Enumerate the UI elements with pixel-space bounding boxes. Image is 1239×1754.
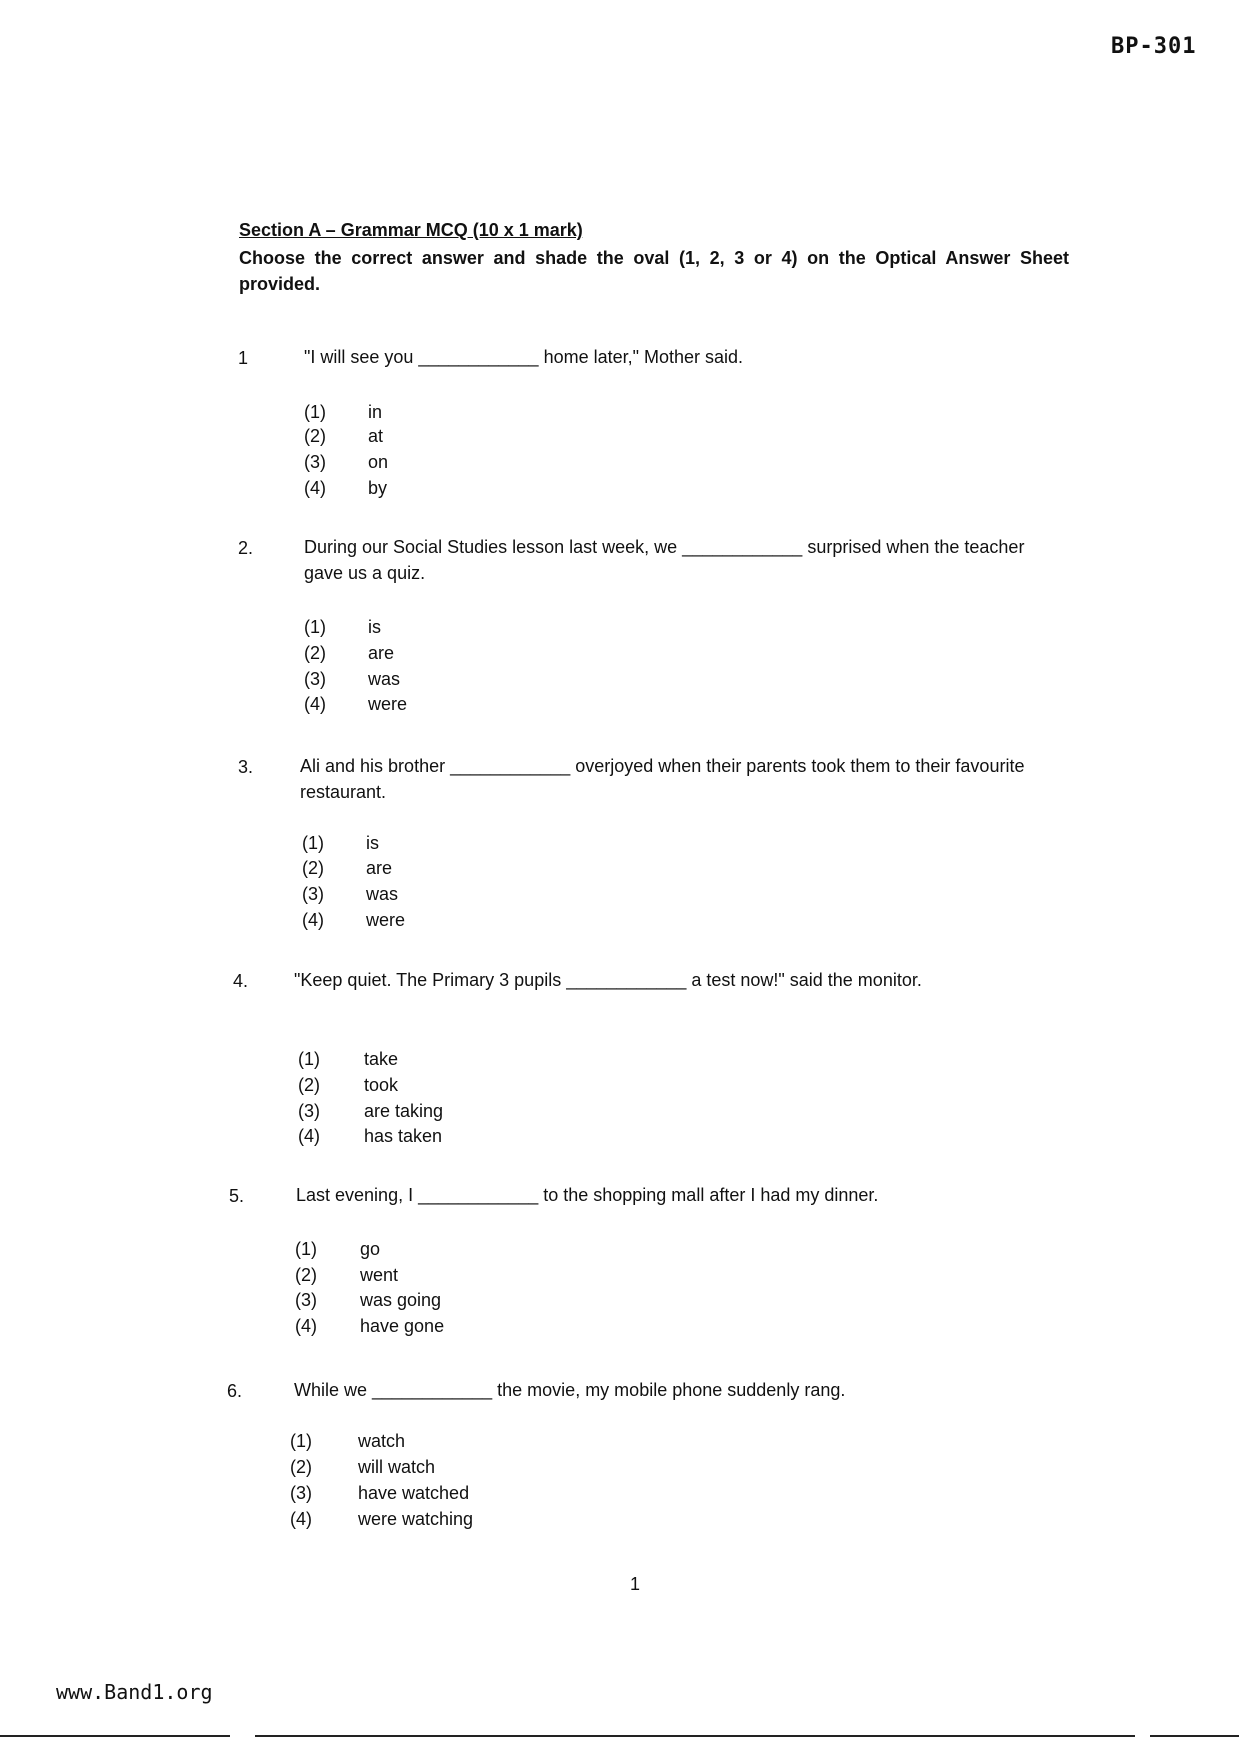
option-label: (2) <box>290 1457 312 1477</box>
question-text: While we ____________ the movie, my mobile phone suddenly rang. <box>294 1380 846 1400</box>
option-text: were <box>368 694 408 714</box>
option-label: (2) <box>295 1265 317 1285</box>
answer-option <box>304 452 388 473</box>
option-label: (2) <box>298 1075 320 1095</box>
answer-option <box>302 884 398 905</box>
option-label: (3) <box>302 884 324 904</box>
answer-option <box>302 910 405 931</box>
option-text: is <box>368 617 381 637</box>
answer-option <box>295 1239 380 1260</box>
option-text: was <box>366 884 399 904</box>
answer-option <box>295 1265 398 1286</box>
question-text: "Keep quiet. The Primary 3 pupils ____________ a test now!" said the monitor. <box>294 970 922 990</box>
footer-url: www.Band1.org <box>56 1680 213 1704</box>
option-text: were <box>366 910 406 930</box>
option-text: was going <box>360 1290 442 1310</box>
section-heading: Section A – Grammar MCQ (10 x 1 mark) <box>239 220 583 240</box>
answer-option <box>295 1290 441 1311</box>
page-number: 1 <box>630 1574 641 1594</box>
option-label: (1) <box>304 402 326 422</box>
question-text: "I will see you ____________ home later," Mother said. <box>304 347 744 367</box>
option-text: have gone <box>360 1316 445 1336</box>
option-label: (4) <box>304 478 326 498</box>
question-text: Ali and his brother ____________ overjoyed when their parents took them to their favourite restaurant. <box>300 756 1025 802</box>
answer-option <box>298 1049 398 1070</box>
answer-option <box>304 669 400 690</box>
option-label: (4) <box>295 1316 317 1336</box>
option-text: are <box>368 643 395 663</box>
option-text: were watching <box>358 1509 474 1529</box>
option-text: are taking <box>364 1101 444 1121</box>
option-label: (1) <box>290 1431 312 1451</box>
option-label: (1) <box>298 1049 320 1069</box>
option-text: in <box>368 402 383 422</box>
bottom-rule <box>1150 1735 1239 1737</box>
option-text: will watch <box>358 1457 436 1477</box>
option-text: are <box>366 858 393 878</box>
answer-option <box>290 1483 469 1504</box>
answer-option <box>298 1101 443 1122</box>
option-label: (2) <box>304 426 326 446</box>
answer-option <box>304 478 387 499</box>
option-label: (3) <box>298 1101 320 1121</box>
option-text: at <box>368 426 384 446</box>
option-text: was <box>368 669 401 689</box>
bottom-rule <box>255 1735 1135 1737</box>
option-text: took <box>364 1075 399 1095</box>
option-text: is <box>366 833 379 853</box>
option-text: have watched <box>358 1483 470 1503</box>
option-text: go <box>360 1239 381 1259</box>
option-text: went <box>360 1265 399 1285</box>
option-text: watch <box>358 1431 406 1451</box>
section-instruction: Choose the correct answer and shade the oval (1, 2, 3 or 4) on the Optical Answer Sheet provided. <box>239 248 1069 294</box>
option-label: (3) <box>290 1483 312 1503</box>
question-number: 3. <box>238 757 254 777</box>
paper-code: BP-301 <box>1111 34 1197 59</box>
question-text: During our Social Studies lesson last week, we ____________ surprised when the teacher gave us a quiz. <box>304 537 1025 583</box>
option-label: (4) <box>290 1509 312 1529</box>
bottom-rule <box>0 1735 230 1737</box>
option-label: (4) <box>298 1126 320 1146</box>
answer-option <box>290 1509 473 1530</box>
option-label: (2) <box>304 643 326 663</box>
answer-option <box>290 1457 435 1478</box>
answer-option <box>304 617 381 638</box>
answer-option <box>295 1316 444 1337</box>
option-text: has taken <box>364 1126 443 1146</box>
question-number: 6. <box>227 1381 243 1401</box>
option-label: (1) <box>295 1239 317 1259</box>
answer-option <box>304 426 383 447</box>
answer-option <box>304 643 394 664</box>
option-label: (2) <box>302 858 324 878</box>
option-label: (4) <box>304 694 326 714</box>
option-text: take <box>364 1049 399 1069</box>
question-number: 2. <box>238 538 254 558</box>
question-number: 1 <box>238 348 249 368</box>
option-text: on <box>368 452 389 472</box>
answer-option <box>304 402 382 423</box>
option-label: (4) <box>302 910 324 930</box>
answer-option <box>298 1126 442 1147</box>
option-text: by <box>368 478 388 498</box>
option-label: (1) <box>304 617 326 637</box>
answer-option <box>302 858 392 879</box>
answer-option <box>290 1431 405 1452</box>
option-label: (3) <box>304 452 326 472</box>
option-label: (3) <box>295 1290 317 1310</box>
option-label: (3) <box>304 669 326 689</box>
question-number: 5. <box>229 1186 245 1206</box>
answer-option <box>298 1075 398 1096</box>
answer-option <box>304 694 407 715</box>
option-label: (1) <box>302 833 324 853</box>
question-text: Last evening, I ____________ to the shopping mall after I had my dinner. <box>296 1185 879 1205</box>
answer-option <box>302 833 379 854</box>
question-number: 4. <box>233 971 249 991</box>
